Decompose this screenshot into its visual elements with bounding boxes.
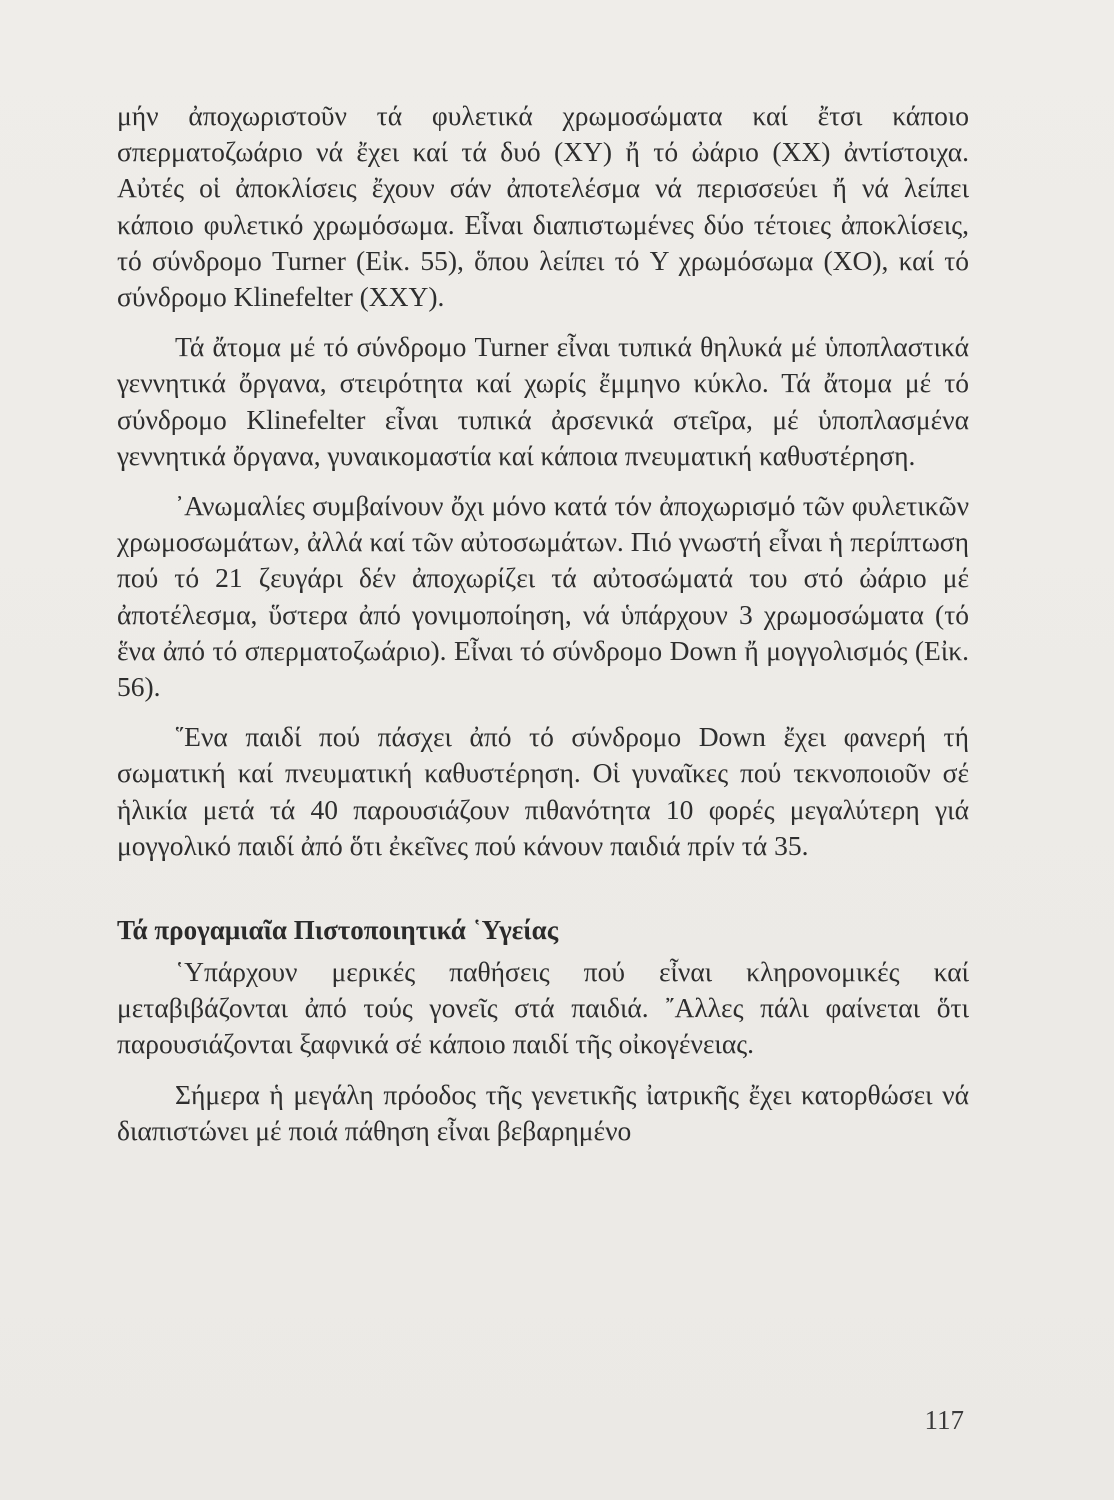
paragraph-5: ῾Υπάρχουν μερικές παθήσεις πού εἶναι κληρονομικές καί μεταβιβάζονται ἀπό τούς γονεῖς στά παιδιά. ῎Αλλες πάλι φαίνεται ὅτι παρουσιάζονται ξαφνικά σέ κάποιο παιδί τῆς οἰκογένειας. <box>117 956 969 1060</box>
page-body <box>117 98 969 1163</box>
page-number: 117 <box>924 1405 964 1435</box>
paragraph-2: Τά ἄτομα μέ τό σύνδρομο Turner εἶναι τυπικά θηλυκά μέ ὑποπλαστικά γεννητικά ὄργανα, στειρότητα καί χωρίς ἔμμηνο κύκλο. Τά ἄτομα μέ τό σύνδρομο Klinefelter εἶναι τυπικά ἀρσενικά στεῖρα, μέ ὑποπλασμένα γεννητικά ὄργανα, γυναικομαστία καί κάποια πνευματική καθυστέρηση. <box>117 331 969 471</box>
section-heading: Τά προγαμιαῖα Πιστοποιητικά ῾Υγείας <box>117 915 559 946</box>
paragraph-4: ῞Ενα παιδί πού πάσχει ἀπό τό σύνδρομο Down ἔχει φανερή τή σωματική καί πνευματική καθυστέρηση. Οἱ γυναῖκες πού τεκνοποιοῦν σέ ἡλικία μετά τά 40 παρουσιάζουν πιθανότητα 10 φορές μεγαλύτερη γιά μογγολικό παιδί ἀπό ὅτι ἐκεῖνες πού κάνουν παιδιά πρίν τά 35. <box>117 721 969 861</box>
paragraph-1: μήν ἀποχωριστοῦν τά φυλετικά χρωμοσώματα καί ἔτσι κάποιο σπερματοζωάριο νά ἔχει καί τά δυό (XY) ἤ τό ὠάριο (XX) ἀντίστοιχα. Αὐτές οἱ ἀποκλίσεις ἔχουν σάν ἀποτελέσμα νά περισσεύει ἤ νά λείπει κάποιο φυλετικό χρωμόσωμα. Εἶναι διαπιστωμένες δύο τέτοιες ἀποκλίσεις, τό σύνδρομο Turner (Εἰκ. 55), ὅπου λείπει τό Y χρωμόσωμα (XO), καί τό σύνδρομο Klinefelter (XXY). <box>117 100 969 313</box>
paragraph-3: ᾿Ανωμαλίες συμβαίνουν ὄχι μόνο κατά τόν ἀποχωρισμό τῶν φυλετικῶν χρωμοσωμάτων, ἀλλά καί τῶν αὐτοσωμάτων. Πιό γνωστή εἶναι ἡ περίπτωση πού τό 21 ζευγάρι δέν ἀποχωρίζει τά αὐτοσώματά του στό ὠάριο μέ ἀποτέλεσμα, ὕστερα ἀπό γονιμοποίηση, νά ὑπάρχουν 3 χρωμοσώματα (τό ἕνα ἀπό τό σπερματοζωάριο). Εἶναι τό σύνδρομο Down ἤ μογγολισμός (Εἰκ. 56). <box>117 490 969 703</box>
paragraph-6: Σήμερα ἡ μεγάλη πρόοδος τῆς γενετικῆς ἰατρικῆς ἔχει κατορθώσει νά διαπιστώνει μέ ποιά πάθηση εἶναι βεβαρημένο <box>117 1078 969 1146</box>
